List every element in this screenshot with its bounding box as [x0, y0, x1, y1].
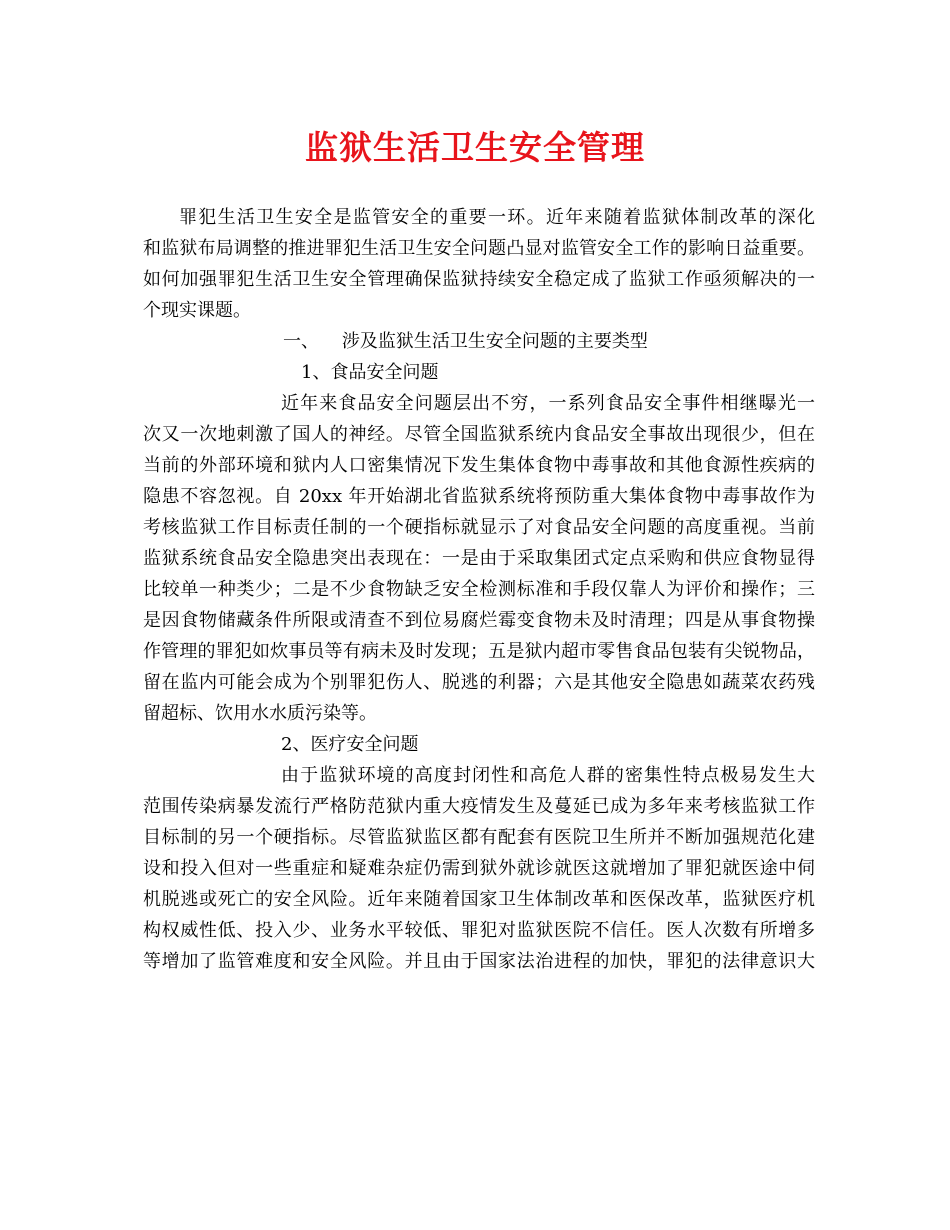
- document-body: [143, 202, 815, 977]
- text-line: 由于监狱环境的高度封闭性和高危人群的密集性特点极易发生大: [281, 765, 815, 786]
- text-line: 机脱逃或死亡的安全风险。近年来随着国家卫生体制改革和医保改革，监狱医疗机: [143, 889, 815, 910]
- text-line: 罪犯生活卫生安全是监管安全的重要一环。近年来随着监狱体制改革的深化: [179, 207, 815, 228]
- text-line: 次又一次地刺激了国人的神经。尽管全国监狱系统内食品安全事故出现很少，但在: [143, 424, 815, 445]
- section-heading: 一、 涉及监狱生活卫生安全问题的主要类型: [283, 331, 648, 352]
- text-line: 比较单一种类少；二是不少食物缺乏安全检测标准和手段仅靠人为评价和操作；三: [143, 579, 815, 600]
- text-line: 构权威性低、投入少、业务水平较低、罪犯对监狱医院不信任。医人次数有所增多: [143, 920, 815, 941]
- text-line: 设和投入但对一些重症和疑难杂症仍需到狱外就诊就医这就增加了罪犯就医途中伺: [143, 858, 815, 879]
- intro-paragraph: [143, 202, 815, 326]
- text-line: 监狱系统食品安全隐患突出表现在：一是由于采取集团式定点采购和供应食物显得: [143, 548, 815, 569]
- subsection-heading: 1、食品安全问题: [301, 362, 439, 383]
- text-line: 和监狱布局调整的推进罪犯生活卫生安全问题凸显对监管安全工作的影响日益重要。: [143, 238, 815, 259]
- subsection-heading: 2、医疗安全问题: [281, 734, 419, 755]
- text-line: 个现实课题。: [143, 300, 251, 321]
- text-line: 考核监狱工作目标责任制的一个硬指标就显示了对食品安全问题的高度重视。当前: [143, 517, 815, 538]
- text-line: 近年来食品安全问题层出不穷，一系列食品安全事件相继曝光一: [281, 393, 815, 414]
- text-line: 隐患不容忽视。自 20xx 年开始湖北省监狱系统将预防重大集体食物中毒事故作为: [143, 486, 815, 507]
- text-line: 当前的外部环境和狱内人口密集情况下发生集体食物中毒事故和其他食源性疾病的: [143, 455, 815, 476]
- text-line: 等增加了监管难度和安全风险。并且由于国家法治进程的加快，罪犯的法律意识大: [143, 951, 815, 972]
- text-line: 如何加强罪犯生活卫生安全管理确保监狱持续安全稳定成了监狱工作亟须解决的一: [143, 269, 815, 290]
- text-line: 范围传染病暴发流行严格防范狱内重大疫情发生及蔓延已成为多年来考核监狱工作: [143, 796, 815, 817]
- text-line: 作管理的罪犯如炊事员等有病未及时发现；五是狱内超市零售食品包装有尖锐物品，: [143, 641, 815, 662]
- text-line: 是因食物储藏条件所限或清查不到位易腐烂霉变食物未及时清理；四是从事食物操: [143, 610, 815, 631]
- food-safety-paragraph: [143, 388, 815, 729]
- text-line: 目标制的另一个硬指标。尽管监狱监区都有配套有医院卫生所并不断加强规范化建: [143, 827, 815, 848]
- document-title: 监狱生活卫生安全管理: [305, 128, 645, 167]
- text-line: 留超标、饮用水水质污染等。: [143, 703, 377, 724]
- medical-safety-paragraph: [143, 760, 815, 977]
- text-line: 留在监内可能会成为个别罪犯伤人、脱逃的利器；六是其他安全隐患如蔬菜农药残: [143, 672, 815, 693]
